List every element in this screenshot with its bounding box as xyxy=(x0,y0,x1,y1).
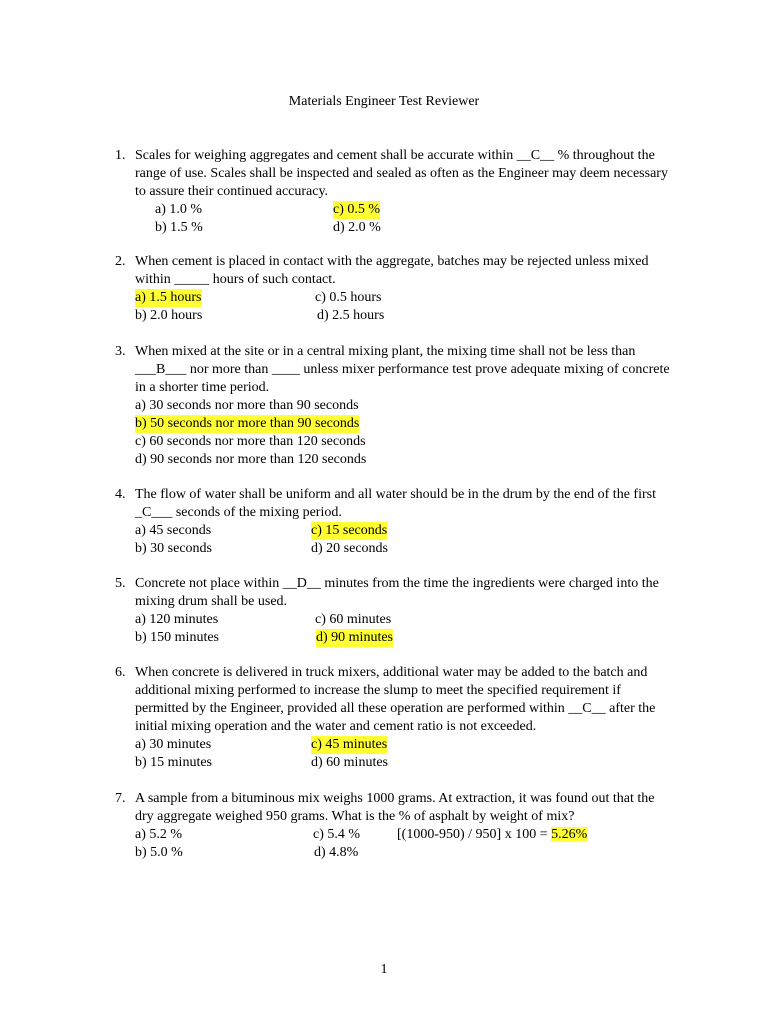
question-stem-line: When concrete is delivered in truck mixers, additional water may be added to the batch and xyxy=(135,665,648,680)
option-d: d) 60 minutes xyxy=(311,755,388,770)
question-stem-line: dry aggregate weighed 950 grams. What is the % of asphalt by weight of mix? xyxy=(135,809,575,824)
solution-formula: [(1000-950) / 950] x 100 = xyxy=(397,827,552,842)
question-stem-line: When mixed at the site or in a central mixing plant, the mixing time shall not be less than xyxy=(135,344,636,359)
option-b: b) 150 minutes xyxy=(135,630,219,645)
solution-computation xyxy=(397,826,587,844)
question-2 xyxy=(115,253,715,325)
page-title: Materials Engineer Test Reviewer xyxy=(288,94,480,109)
question-stem-line: Concrete not place within __D__ minutes from the time the ingredients were charged into the xyxy=(135,576,659,591)
question-stem-line: Scales for weighing aggregates and cement shall be accurate within __C__ % throughout the xyxy=(135,148,655,163)
question-6 xyxy=(115,664,715,772)
option-a: a) 30 seconds nor more than 90 seconds xyxy=(135,398,359,413)
option-a: a) 45 seconds xyxy=(135,523,212,538)
question-stem-line: When cement is placed in contact with the aggregate, batches may be rejected unless mixed xyxy=(135,254,649,269)
question-number: 6. xyxy=(115,665,126,680)
option-a: a) 30 minutes xyxy=(135,737,212,752)
option-b: b) 5.0 % xyxy=(135,845,183,860)
question-stem-line: to assure their continued accuracy. xyxy=(135,184,329,199)
option-d: d) 4.8% xyxy=(314,845,359,860)
question-number: 1. xyxy=(115,148,126,163)
question-stem-line: range of use. Scales shall be inspected and sealed as often as the Engineer may deem necessary xyxy=(135,166,668,181)
option-a-answer: a) 1.5 hours xyxy=(135,290,202,305)
option-b: b) 15 minutes xyxy=(135,755,212,770)
question-number: 2. xyxy=(115,254,126,269)
question-number: 3. xyxy=(115,344,126,359)
option-d: d) 20 seconds xyxy=(311,541,388,556)
option-c: c) 60 minutes xyxy=(315,612,392,627)
option-b: b) 30 seconds xyxy=(135,541,212,556)
page-number: 1 xyxy=(380,962,388,977)
question-5 xyxy=(115,575,715,647)
option-c: c) 0.5 hours xyxy=(315,290,382,305)
question-stem-line: mixing drum shall be used. xyxy=(135,594,288,609)
question-number: 4. xyxy=(115,487,126,502)
question-stem-line: ___B___ nor more than ____ unless mixer performance test prove adequate mixing of concrete xyxy=(135,362,670,377)
option-d-answer: d) 90 minutes xyxy=(316,630,393,645)
question-stem-line: within _____ hours of such contact. xyxy=(135,272,336,287)
option-c-answer: c) 15 seconds xyxy=(311,523,388,538)
option-a: a) 1.0 % xyxy=(155,202,203,217)
question-3 xyxy=(115,343,715,469)
question-number: 5. xyxy=(115,576,126,591)
question-stem-line: _C___ seconds of the mixing period. xyxy=(135,505,342,520)
question-4 xyxy=(115,486,715,558)
option-c-answer: c) 45 minutes xyxy=(311,737,388,752)
question-7 xyxy=(115,790,715,862)
option-c: c) 60 seconds nor more than 120 seconds xyxy=(135,434,366,449)
question-stem-line: in a shorter time period. xyxy=(135,380,270,395)
question-stem-line: The flow of water shall be uniform and all water should be in the drum by the end of the first xyxy=(135,487,656,502)
option-d: d) 2.5 hours xyxy=(317,308,385,323)
option-a: a) 5.2 % xyxy=(135,827,183,842)
question-stem-line: permitted by the Engineer, provided all these operation are performed within __C__ after the xyxy=(135,701,656,716)
question-number: 7. xyxy=(115,791,126,806)
question-stem-line: A sample from a bituminous mix weighs 1000 grams. At extraction, it was found out that the xyxy=(135,791,655,806)
option-d: d) 2.0 % xyxy=(333,220,381,235)
question-1 xyxy=(115,147,715,237)
option-b: b) 2.0 hours xyxy=(135,308,203,323)
solution-answer: 5.26% xyxy=(551,827,588,842)
option-c: c) 5.4 % xyxy=(313,827,361,842)
option-b: b) 1.5 % xyxy=(155,220,203,235)
option-d: d) 90 seconds nor more than 120 seconds xyxy=(135,452,367,467)
option-c-answer: c) 0.5 % xyxy=(333,202,381,217)
question-stem-line: additional mixing performed to increase the slump to meet the specified requirement if xyxy=(135,683,621,698)
option-a: a) 120 minutes xyxy=(135,612,219,627)
question-stem-line: initial mixing operation and the water and cement ratio is not exceeded. xyxy=(135,719,537,734)
option-b-answer: b) 50 seconds nor more than 90 seconds xyxy=(135,416,360,431)
